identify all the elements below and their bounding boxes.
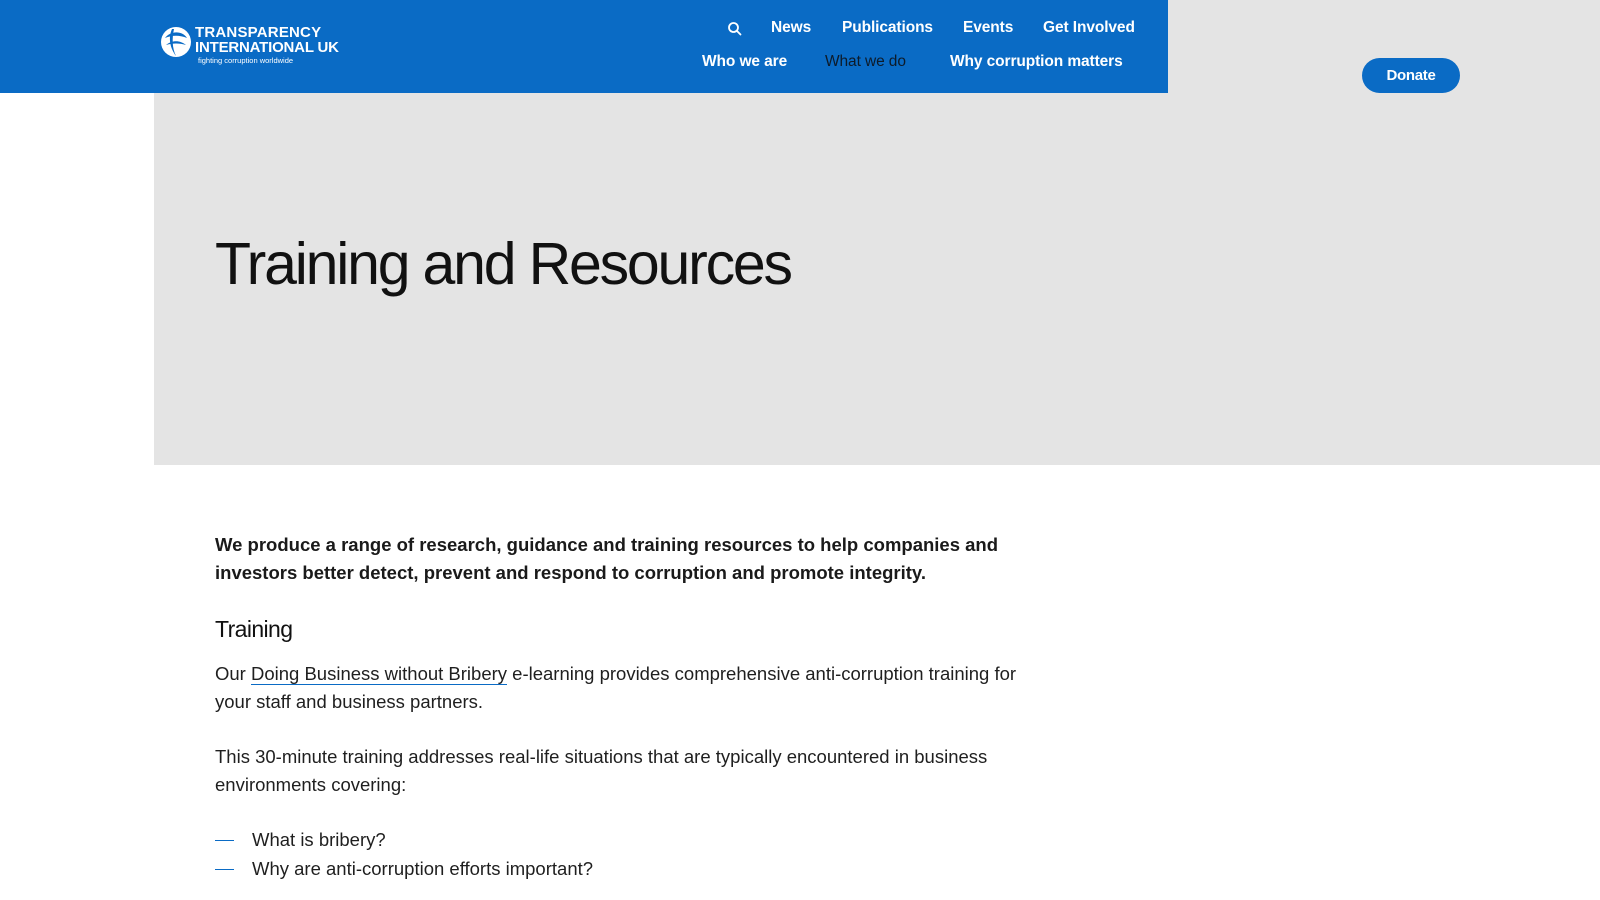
search-button[interactable] xyxy=(726,20,744,38)
search-icon xyxy=(726,20,744,38)
intro-paragraph: We produce a range of research, guidance and training resources to help companies and investors better detect, prevent and respond to corruption and promote integrity. xyxy=(215,534,999,583)
training-description: This 30-minute training addresses real-life situations that are typically encountered in business environments covering: xyxy=(215,746,988,795)
site-header xyxy=(0,0,1168,93)
training-paragraph xyxy=(215,660,1035,716)
donate-button[interactable]: Donate xyxy=(1362,58,1460,93)
page-title: Training and Resources xyxy=(215,231,791,297)
nav-events[interactable]: Events xyxy=(963,19,1014,36)
nav-why-corruption-matters[interactable]: Why corruption matters xyxy=(950,53,1123,70)
nav-news[interactable]: News xyxy=(771,19,812,36)
logo-text-line1: TRANSPARENCY xyxy=(195,24,322,41)
nav-publications[interactable]: Publications xyxy=(842,19,933,36)
p1-text-after: e-learning provides comprehensive anti-corruption training for your staff and business partners. xyxy=(215,663,1017,712)
p1-text-before: Our xyxy=(215,663,251,684)
site-logo[interactable] xyxy=(160,24,365,68)
list-item-text: Why are anti-corruption efforts important? xyxy=(252,858,594,879)
logo-text-line2: INTERNATIONAL UK xyxy=(195,39,339,56)
globe-logo-icon xyxy=(160,26,192,58)
logo-tagline: fighting corruption worldwide xyxy=(198,56,294,65)
list-item-text: What is bribery? xyxy=(252,829,386,850)
training-heading: Training xyxy=(215,616,293,642)
dash-bullet-icon xyxy=(215,869,234,870)
dash-bullet-icon xyxy=(215,840,234,841)
doing-business-link[interactable]: Doing Business without Bribery xyxy=(250,663,508,684)
nav-who-we-are[interactable]: Who we are xyxy=(702,53,788,70)
nav-what-we-do[interactable]: What we do xyxy=(825,53,906,70)
nav-get-involved[interactable]: Get Involved xyxy=(1043,19,1135,36)
